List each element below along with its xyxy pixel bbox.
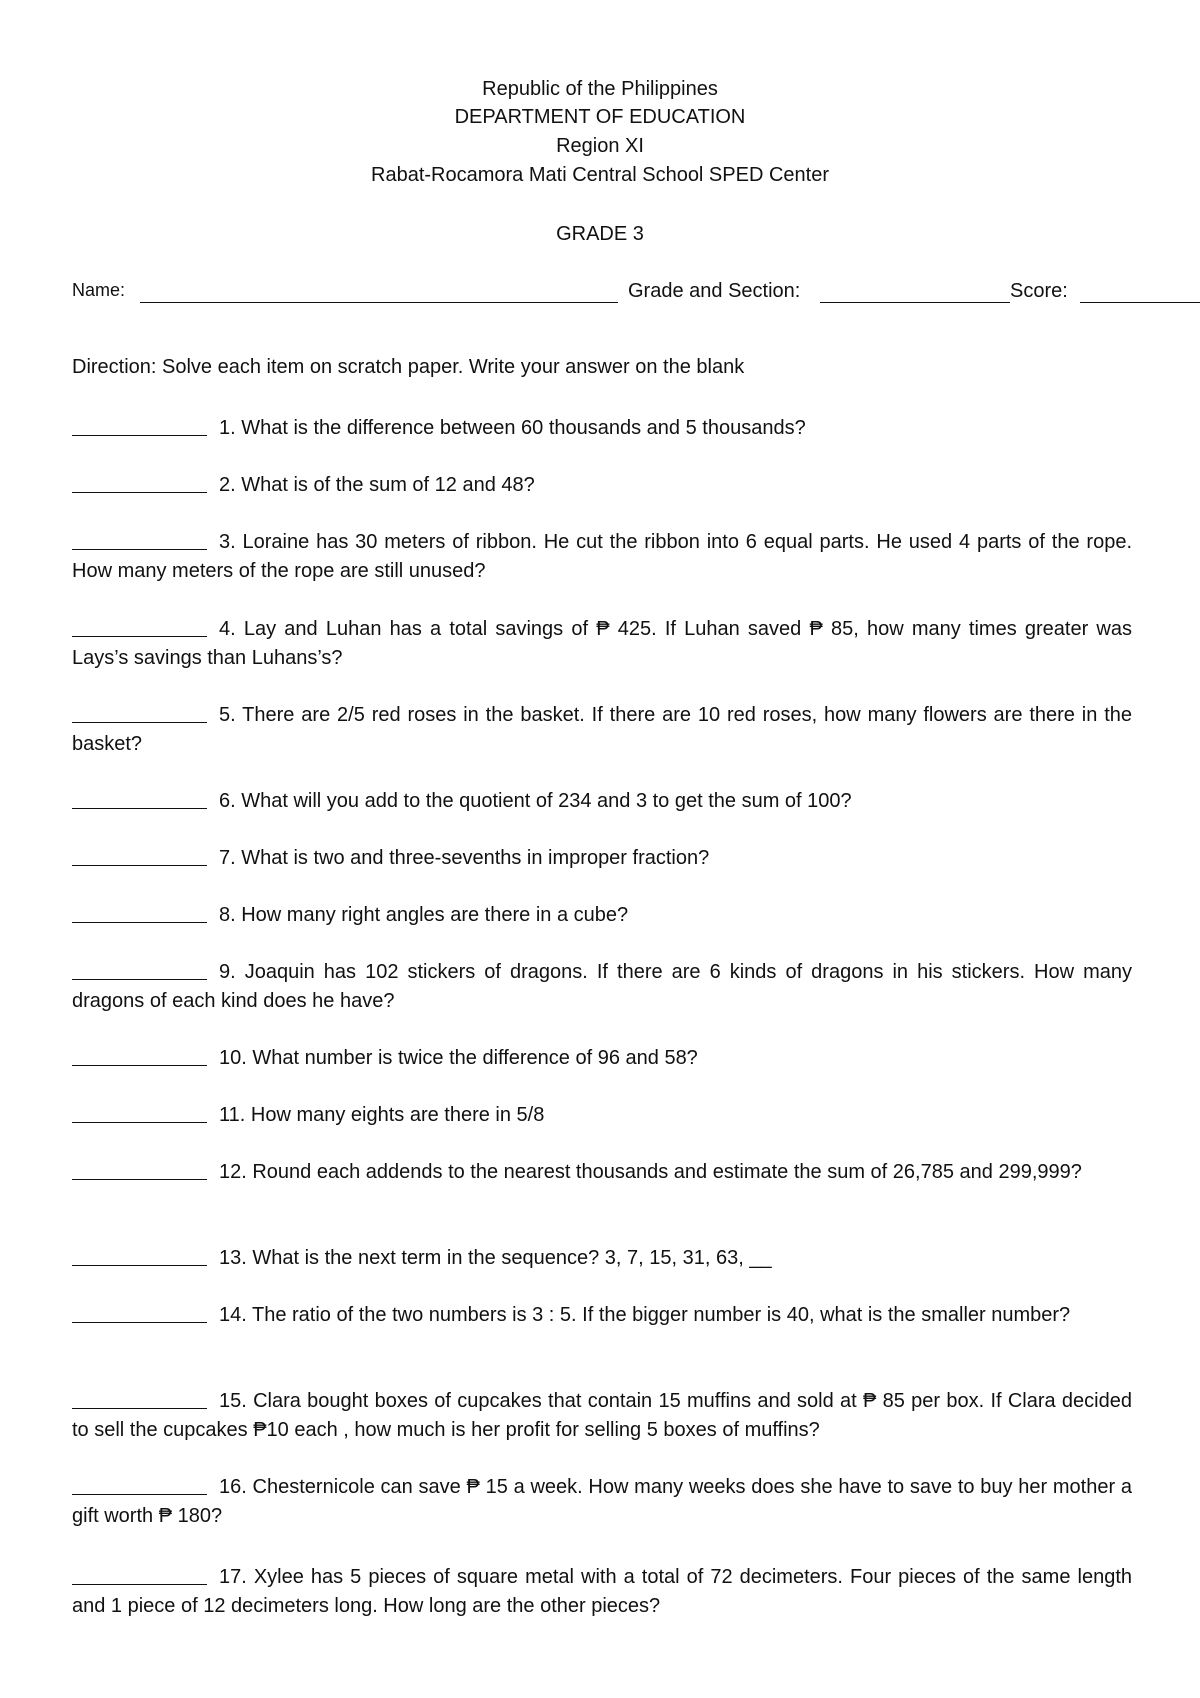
question-item: 10. What number is twice the difference of 96 and 58? <box>72 1043 1132 1073</box>
answer-blank[interactable] <box>72 415 207 436</box>
answer-blank[interactable] <box>72 1564 207 1585</box>
question-item: 1. What is the difference between 60 thousands and 5 thousands? <box>72 413 1132 443</box>
question-item: 8. How many right angles are there in a cube? <box>72 900 1132 930</box>
question-item: 4. Lay and Luhan has a total savings of ₱ 425. If Luhan saved ₱ 85, how many times greater was Lays’s savings than Luhans’s? <box>72 618 1132 669</box>
answer-blank[interactable] <box>72 1045 207 1066</box>
question-item: 12. Round each addends to the nearest thousands and estimate the sum of 26,785 and 299,999? <box>72 1157 1132 1187</box>
answer-blank[interactable] <box>72 1474 207 1495</box>
name-label: Name: <box>72 280 126 300</box>
student-info-row <box>72 280 1132 310</box>
answer-blank[interactable] <box>72 959 207 980</box>
answer-blank[interactable] <box>72 1388 207 1409</box>
header-republic: Republic of the Philippines <box>482 78 718 100</box>
grade-section-label: Grade and Section: <box>628 280 801 302</box>
answer-blank[interactable] <box>72 616 207 637</box>
answer-blank[interactable] <box>72 702 207 723</box>
direction-text: Direction: Solve each item on scratch paper. Write your answer on the blank <box>72 356 745 378</box>
answer-blank[interactable] <box>72 845 207 866</box>
question-item: 16. Chesternicole can save ₱ 15 a week. How many weeks does she have to save to buy her mother a gift worth ₱ 180? <box>72 1476 1132 1527</box>
header-region: Region XI <box>556 135 644 157</box>
question-item: 9. Joaquin has 102 stickers of dragons. If there are 6 kinds of dragons in his stickers. How many dragons of each kind does he have? <box>72 961 1132 1012</box>
answer-blank[interactable] <box>72 529 207 550</box>
answer-blank[interactable] <box>72 1245 207 1266</box>
name-blank[interactable] <box>140 302 618 303</box>
score-label: Score: <box>1010 280 1068 302</box>
question-item: 11. How many eights are there in 5/8 <box>72 1100 1132 1130</box>
question-item: 3. Loraine has 30 meters of ribbon. He cut the ribbon into 6 equal parts. He used 4 parts of the rope. How many meters of the rope are still unused? <box>72 531 1132 582</box>
question-item: 2. What is of the sum of 12 and 48? <box>72 470 1132 500</box>
question-item: 15. Clara bought boxes of cupcakes that contain 15 muffins and sold at ₱ 85 per box. If Clara decided to sell the cupcakes ₱10 each , how much is her profit for selling 5 boxes of muffins? <box>72 1390 1132 1441</box>
score-blank[interactable] <box>1080 302 1200 303</box>
answer-blank[interactable] <box>72 788 207 809</box>
header-department: DEPARTMENT OF EDUCATION <box>454 106 746 128</box>
question-item: 17. Xylee has 5 pieces of square metal with a total of 72 decimeters. Four pieces of the same length and 1 piece of 12 decimeters long. How long are the other pieces? <box>72 1566 1132 1617</box>
grade-section-blank[interactable] <box>820 302 1010 303</box>
answer-blank[interactable] <box>72 902 207 923</box>
question-item: 14. The ratio of the two numbers is 3 : 5. If the bigger number is 40, what is the smaller number? <box>72 1300 1132 1330</box>
header-grade: GRADE 3 <box>556 223 644 245</box>
header-school: Rabat-Rocamora Mati Central School SPED Center <box>371 164 829 186</box>
answer-blank[interactable] <box>72 1102 207 1123</box>
question-item: 6. What will you add to the quotient of 234 and 3 to get the sum of 100? <box>72 786 1132 816</box>
answer-blank[interactable] <box>72 1302 207 1323</box>
question-item: 5. There are 2/5 red roses in the basket. If there are 10 red roses, how many flowers are there in the basket? <box>72 704 1132 755</box>
answer-blank[interactable] <box>72 1159 207 1180</box>
question-item: 13. What is the next term in the sequence? 3, 7, 15, 31, 63, __ <box>72 1243 1132 1273</box>
question-item: 7. What is two and three-sevenths in improper fraction? <box>72 843 1132 873</box>
answer-blank[interactable] <box>72 472 207 493</box>
